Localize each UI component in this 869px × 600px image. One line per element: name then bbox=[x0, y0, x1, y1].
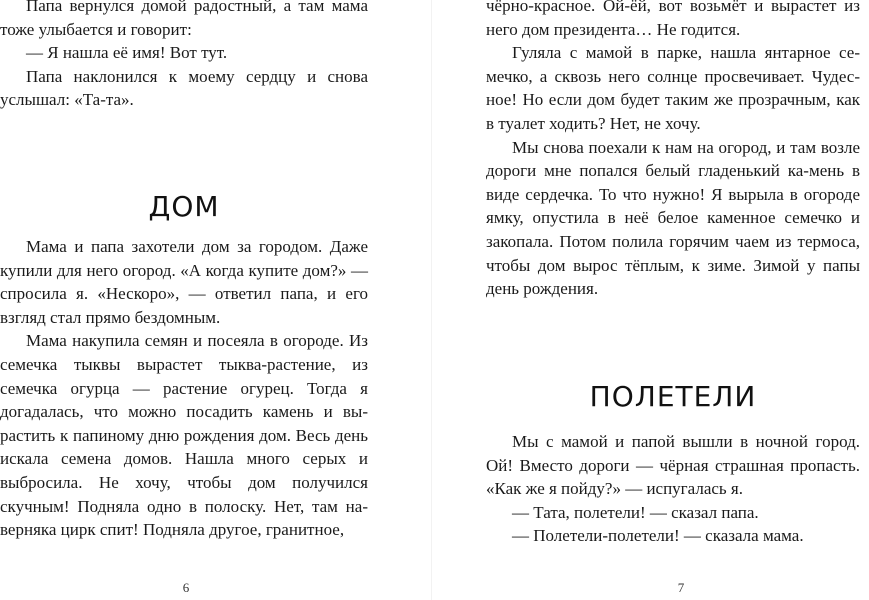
left-page bbox=[0, 0, 430, 600]
paragraph bbox=[486, 41, 860, 135]
text-line: мень в виде сердечка. То что нужно! Я вырыла bbox=[486, 161, 860, 204]
text-line: и выбросила. Не хочу, чтобы дом получился bbox=[0, 449, 368, 492]
right-page bbox=[434, 0, 869, 600]
text-line: — Полетели-полетели! — сказала мама. bbox=[512, 526, 804, 546]
text-line: в огороде ямку, опустила в неё белое каменное bbox=[486, 184, 860, 228]
text-line: Мы с мамой и папой вышли в ночной город. bbox=[512, 432, 860, 451]
text-line: Ой! Вместо дороги — чёрная страшная пропасть. bbox=[486, 455, 860, 475]
paragraph bbox=[0, 65, 368, 112]
text-line: Мама и папа захотели дом за городом. Даже bbox=[26, 237, 368, 256]
page-number: 7 bbox=[677, 580, 685, 595]
text-line: Зимой у папы день рождения. bbox=[486, 255, 860, 299]
text-line: Папа вернулся домой радостный, а там мама bbox=[26, 0, 368, 15]
paragraph bbox=[486, 430, 860, 501]
text-line: купили для него огород. «А когда купите дом?» — bbox=[0, 260, 368, 280]
text-block bbox=[486, 0, 860, 301]
text-line: из семечка огурца — растение огурец. Тогда bbox=[0, 354, 368, 398]
text-line: растить к папиному дню рождения дом. Весь bbox=[0, 425, 331, 445]
text-line: Мы снова поехали к нам на огород, и там bbox=[512, 137, 817, 157]
text-line: как в туалет ходить? Нет, не хочу. bbox=[486, 90, 860, 133]
text-line: возле дороги мне попался белый гладенький ка- bbox=[486, 137, 860, 181]
spread-gutter bbox=[431, 0, 432, 600]
text-block bbox=[486, 430, 860, 548]
text-line: день искала семена домов. Нашла много серых bbox=[0, 425, 369, 469]
paragraph bbox=[0, 41, 368, 65]
text-line: Папа наклонился к моему сердцу и снова bbox=[26, 66, 368, 86]
paragraph bbox=[486, 0, 860, 41]
text-line: услышал: «Та-та». bbox=[0, 90, 134, 110]
text-line: верняка цирк спит! Подняла другое, гранитное, bbox=[0, 520, 345, 540]
chapter-heading: ПОЛЕТЕЛИ bbox=[589, 380, 757, 413]
paragraph bbox=[486, 501, 860, 525]
paragraph bbox=[486, 524, 860, 548]
text-line: из термоса, чтобы дом вырос тёплым, к зиме. bbox=[486, 231, 860, 275]
text-line: я догадалась, что можно посадить камень и вы- bbox=[0, 378, 368, 422]
text-line: ное! Но если дом будет таким же прозрачным, bbox=[486, 90, 831, 110]
text-block bbox=[0, 0, 368, 112]
text-line: спросила я. «Нескоро», — ответил папа, и его bbox=[0, 284, 368, 304]
text-line: тоже улыбается и говорит: bbox=[0, 19, 192, 39]
text-line: из него дом президента… Не годится. bbox=[486, 0, 860, 39]
text-block bbox=[0, 235, 368, 542]
text-line: Мама накупила семян и посеяла в огороде. bbox=[26, 331, 344, 351]
text-line: взгляд стал прямо бездомным. bbox=[0, 307, 221, 327]
paragraph bbox=[0, 235, 368, 329]
text-line: скучным! Подняла одно в полоску. Нет, там на- bbox=[0, 496, 368, 516]
text-line: «Как же я пойду?» — испугалась я. bbox=[486, 479, 744, 499]
text-line: — Тата, полетели! — сказал папа. bbox=[512, 502, 759, 522]
text-line: чёрно-красное. Ой-ёй, вот возьмёт и вырастет bbox=[486, 0, 837, 15]
text-line: мечко, а сквозь него солнце просвечивает. Чудес- bbox=[486, 66, 860, 86]
text-line: Из семечка тыквы вырастет тыква-растение, bbox=[0, 331, 369, 374]
paragraph bbox=[486, 136, 860, 301]
text-line: Гуляла с мамой в парке, нашла янтарное се- bbox=[512, 43, 860, 63]
page-number: 6 bbox=[182, 580, 190, 595]
paragraph bbox=[0, 0, 368, 41]
text-line: — Я нашла её имя! Вот тут. bbox=[26, 43, 228, 63]
chapter-heading: ДОМ bbox=[148, 190, 220, 223]
text-line: семечко и закопала. Потом полила горячим чаем bbox=[486, 208, 860, 251]
paragraph bbox=[0, 329, 368, 541]
